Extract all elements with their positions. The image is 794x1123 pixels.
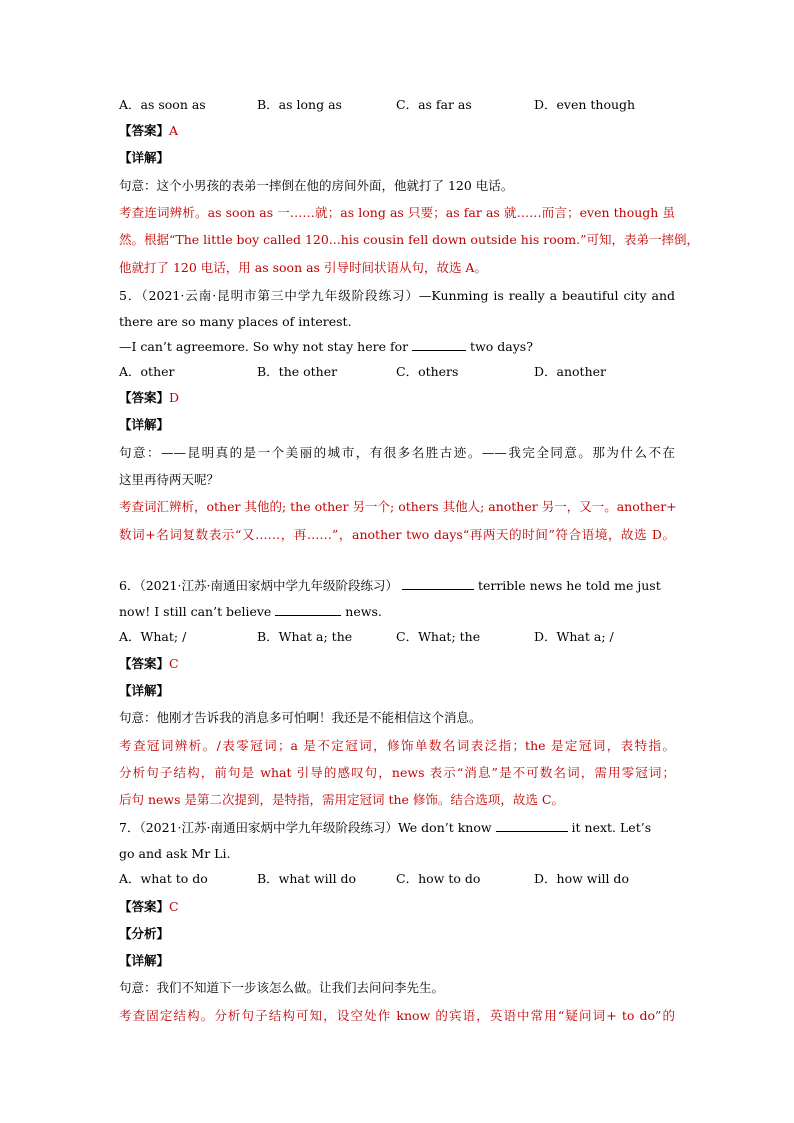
option-c: C．What; the bbox=[396, 629, 481, 644]
answer-label: 【答案】 bbox=[119, 123, 170, 138]
stem-text-prefix: 6．（2021·江苏·南通田家炳中学九年级阶段练习） bbox=[119, 578, 398, 593]
option-d: D．another bbox=[534, 364, 606, 379]
option-b: B．the other bbox=[257, 364, 338, 379]
options-row bbox=[119, 869, 675, 889]
answer-value: A bbox=[169, 123, 179, 138]
option-a: A．as soon as bbox=[119, 97, 206, 112]
analysis-line-1: 考查词汇辨析，other 其他的; the other 另一个; others 其他人; another 另一，又一。another+ bbox=[119, 499, 677, 514]
answer-label: 【答案】 bbox=[119, 390, 170, 405]
answer-value: C bbox=[169, 899, 179, 914]
stem-text-before-blank: 7．（2021·江苏·南通田家炳中学九年级阶段练习）We don’t know bbox=[119, 820, 492, 835]
stem-line-2: go and ask Mr Li. bbox=[119, 846, 231, 861]
option-d: D．even though bbox=[534, 97, 636, 112]
analysis-line-2: 数词+名词复数表示“又……，再……”，another two days“再两天的时间”符合语境，故选 D。 bbox=[119, 527, 675, 542]
options-row bbox=[119, 362, 675, 382]
stem-text-after-blank-1: terrible news he told me just bbox=[477, 578, 661, 593]
option-a: A．other bbox=[119, 364, 175, 379]
stem-line-2 bbox=[119, 602, 382, 622]
answer-row bbox=[119, 121, 178, 141]
stem-text-after-blank: it next. Let’s bbox=[571, 820, 652, 835]
option-b: B．What a; the bbox=[257, 629, 353, 644]
stem-line-2: there are so many places of interest. bbox=[119, 314, 352, 329]
answer-row bbox=[119, 388, 179, 408]
stem-line-3 bbox=[119, 337, 533, 357]
detail-label: 【详解】 bbox=[119, 953, 170, 968]
answer-label: 【答案】 bbox=[119, 899, 170, 914]
analysis-line-2: 然。根据“The little boy called 120...his cousin fell down outside his room.”可知，表弟一摔倒， bbox=[119, 232, 699, 247]
option-b: B．what will do bbox=[257, 871, 357, 886]
option-a: A．what to do bbox=[119, 871, 208, 886]
option-c: C．how to do bbox=[396, 871, 481, 886]
sentence-meaning-line-1: 句意：——昆明真的是一个美丽的城市，有很多名胜古迹。——我完全同意。那为什么不在 bbox=[119, 445, 675, 460]
answer-value: D bbox=[169, 390, 180, 405]
answer-blank bbox=[496, 820, 568, 832]
sentence-meaning: 句意：这个小男孩的表弟一摔倒在他的房间外面，他就打了 120 电话。 bbox=[119, 178, 514, 193]
detail-label: 【详解】 bbox=[119, 417, 170, 432]
answer-value: C bbox=[169, 656, 179, 671]
stem-text-before-blank: —I can’t agreemore. So why not stay here for bbox=[119, 339, 409, 354]
stem-text-after-blank: two days? bbox=[470, 339, 533, 354]
stem-line-1 bbox=[119, 576, 675, 596]
stem-text-after-blank-2: news. bbox=[345, 604, 382, 619]
stem-line-1 bbox=[119, 818, 675, 838]
option-c: C．as far as bbox=[396, 97, 472, 112]
option-d: D．how will do bbox=[534, 871, 629, 886]
analysis-label: 【分析】 bbox=[119, 926, 170, 941]
answer-label: 【答案】 bbox=[119, 656, 170, 671]
sentence-meaning: 句意：我们不知道下一步该怎么做。让我们去问问李先生。 bbox=[119, 980, 445, 995]
answer-row bbox=[119, 654, 179, 674]
sentence-meaning: 句意：他刚才告诉我的消息多可怕啊！我还是不能相信这个消息。 bbox=[119, 710, 482, 725]
answer-blank-2 bbox=[275, 604, 341, 616]
options-row bbox=[119, 627, 675, 647]
answer-row bbox=[119, 897, 179, 917]
stem-text-before-blank-2: now! I still can’t believe bbox=[119, 604, 272, 619]
analysis-line-2: 分析句子结构，前句是 what 引导的感叹句，news 表示“消息”是不可数名词，需用零冠词； bbox=[119, 765, 675, 780]
answer-blank-1 bbox=[402, 578, 474, 590]
answer-blank bbox=[412, 339, 466, 351]
stem-line-1: 5．（2021·云南·昆明市第三中学九年级阶段练习）—Kunming is really a beautiful city and bbox=[119, 288, 675, 303]
options-row bbox=[119, 95, 675, 115]
option-c: C．others bbox=[396, 364, 459, 379]
option-b: B．as long as bbox=[257, 97, 342, 112]
analysis-line-1: 考查固定结构。分析句子结构可知，设空处作 know 的宾语，英语中常用“疑问词+ to do”的 bbox=[119, 1008, 675, 1023]
analysis-line-1: 考查冠词辨析。/表零冠词；a 是不定冠词，修饰单数名词表泛指；the 是定冠词，表特指。 bbox=[119, 738, 675, 753]
detail-label: 【详解】 bbox=[119, 150, 170, 165]
option-a: A．What; / bbox=[119, 629, 187, 644]
detail-label: 【详解】 bbox=[119, 683, 170, 698]
analysis-line-3: 他就打了 120 电话，用 as soon as 引导时间状语从句，故选 A。 bbox=[119, 260, 487, 275]
sentence-meaning-line-2: 这里再待两天呢？ bbox=[119, 472, 220, 487]
option-d: D．What a; / bbox=[534, 629, 614, 644]
analysis-line-1: 考查连词辨析。as soon as 一……就；as long as 只要；as far as 就……而言；even though 虽 bbox=[119, 205, 675, 220]
analysis-line-3: 后句 news 是第二次提到，是特指，需用定冠词 the 修饰。结合选项，故选 C。 bbox=[119, 792, 564, 807]
